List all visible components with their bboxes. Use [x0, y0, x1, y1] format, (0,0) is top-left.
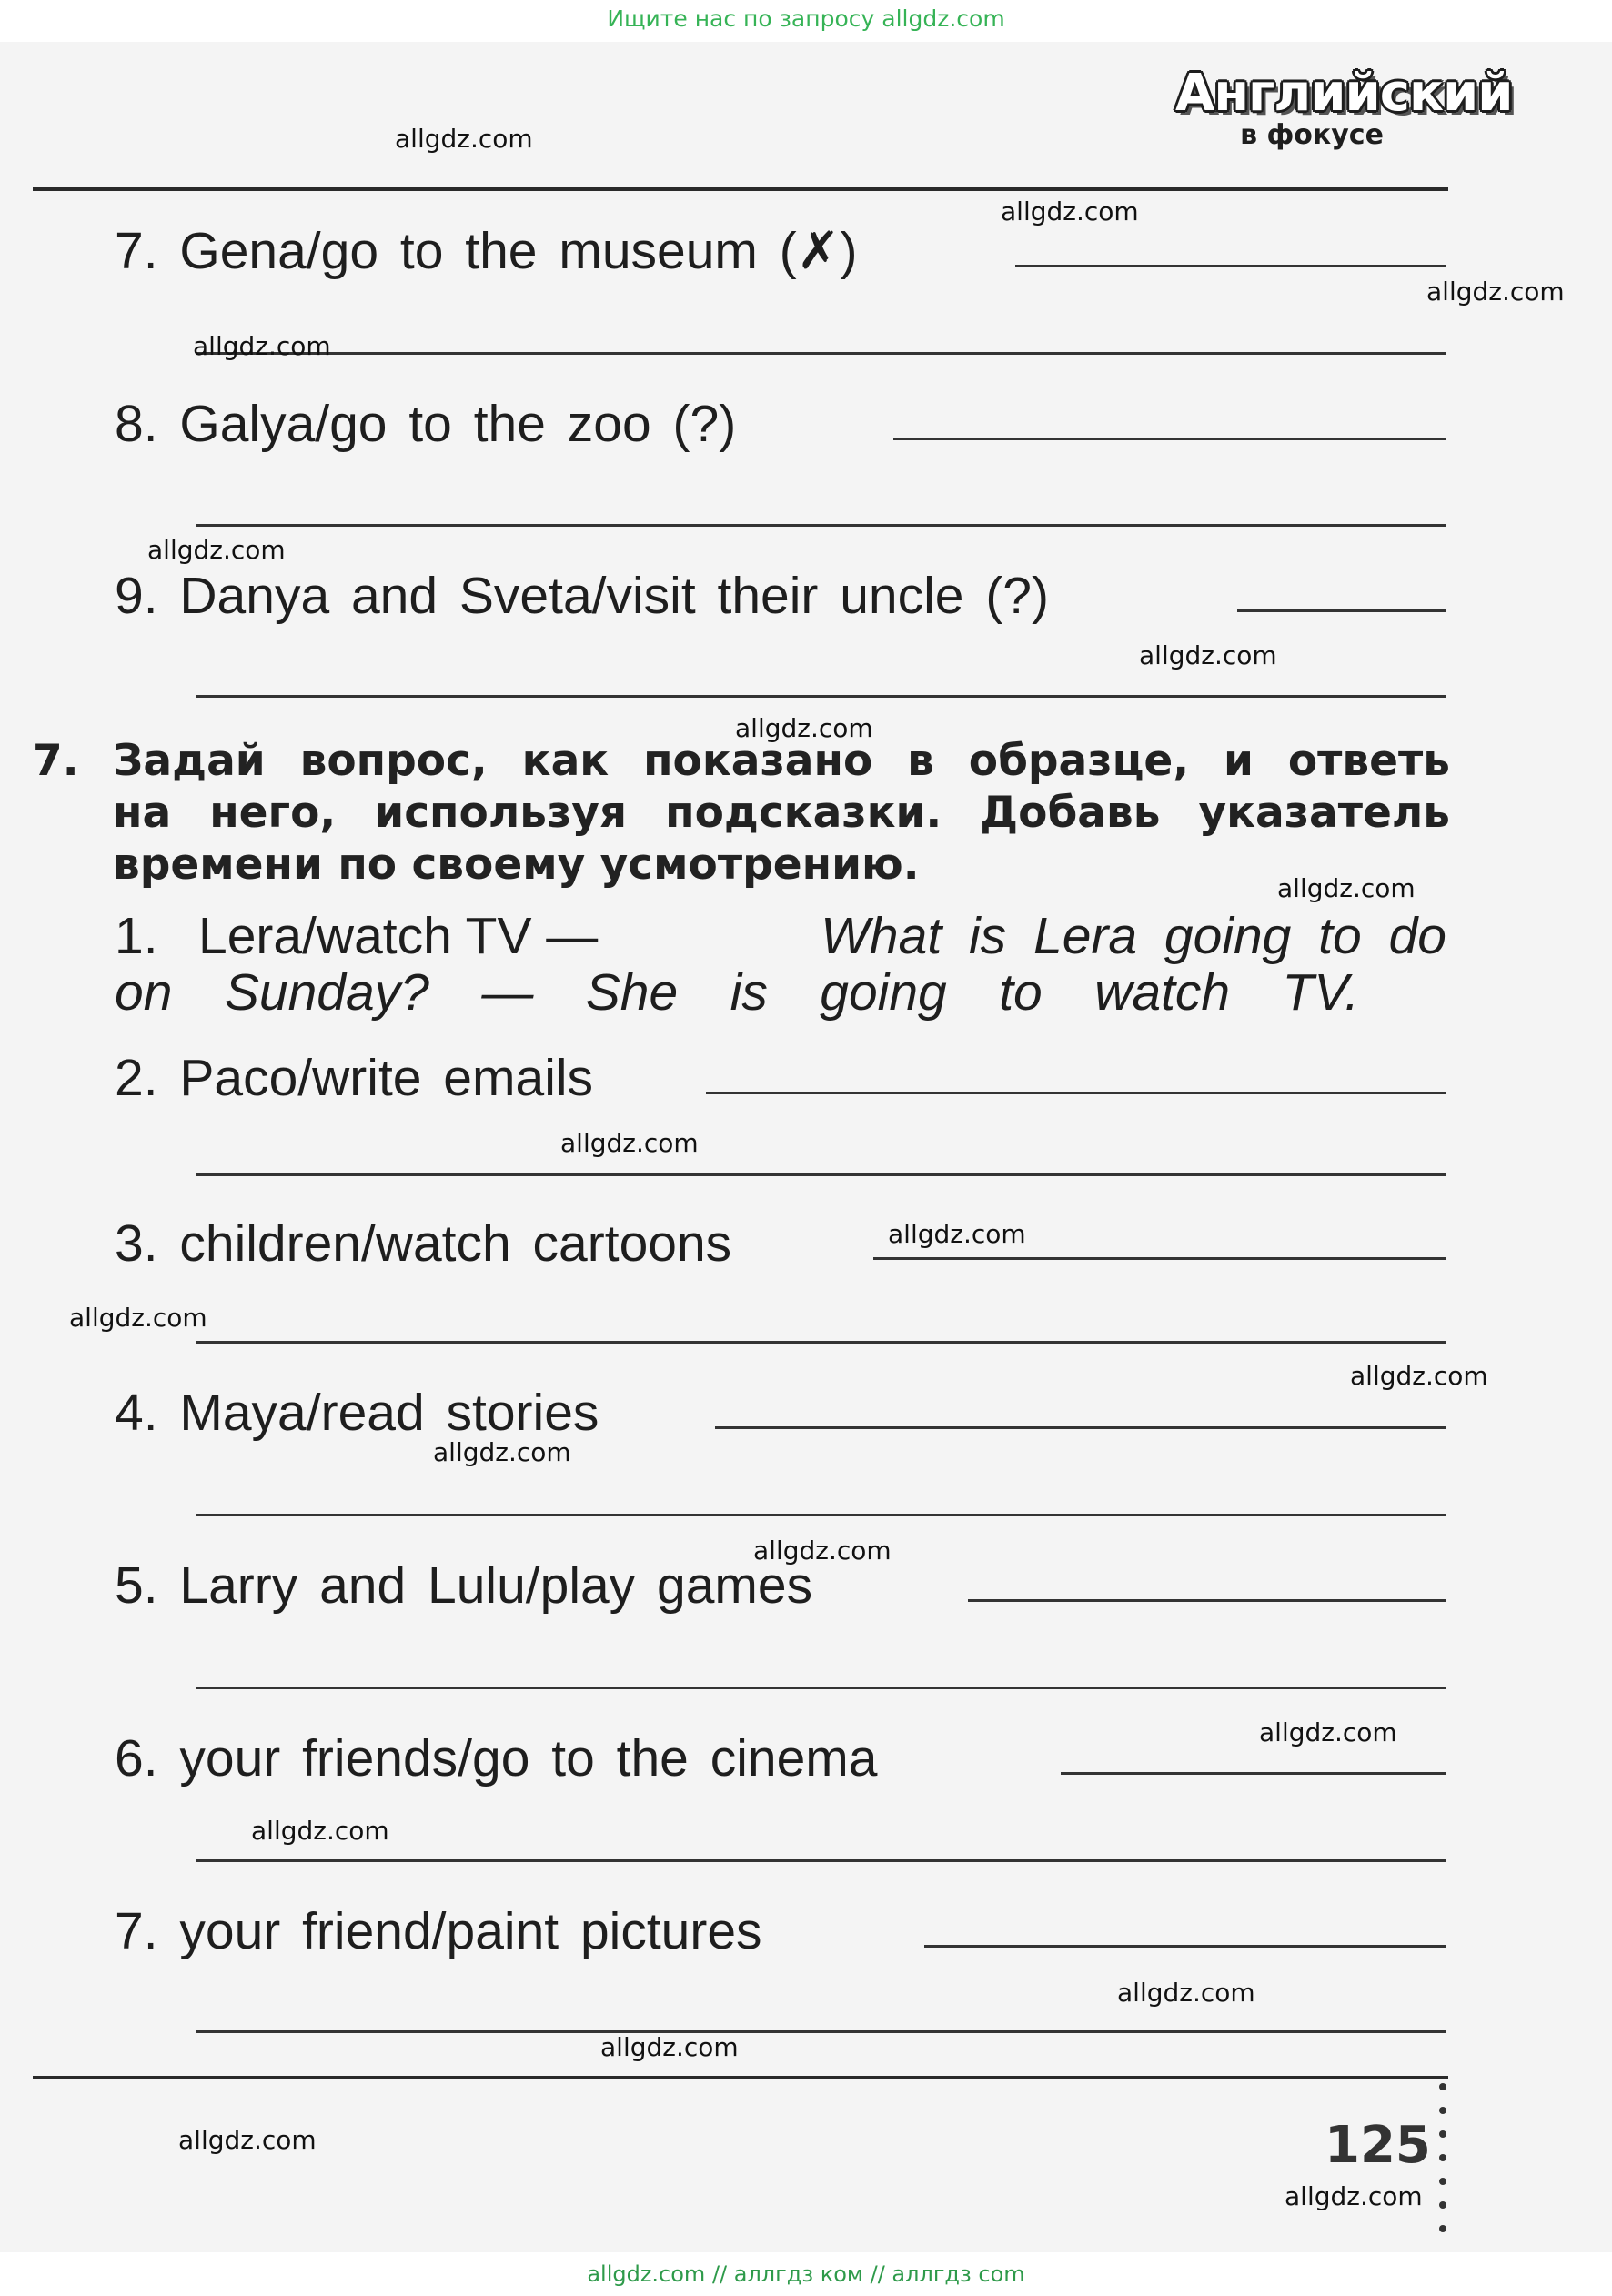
logo-subtitle: в фокусе [1240, 119, 1384, 151]
answer-line [196, 1687, 1446, 1689]
watermark: allgdz.com [147, 535, 286, 565]
watermark: allgdz.com [69, 1303, 207, 1333]
page-edge-dots [1439, 2083, 1450, 2252]
watermark: allgdz.com [193, 331, 331, 361]
watermark: allgdz.com [1117, 1978, 1255, 2008]
instruction-line: времени по своему усмотрению. [113, 840, 920, 890]
task-item-4: 4. Maya/read stories [115, 1384, 599, 1442]
answer-line [706, 1092, 1446, 1094]
top-banner-text: Ищите нас по запросу allgdz.com [607, 5, 1005, 32]
answer-line [924, 1945, 1446, 1948]
watermark: allgdz.com [1350, 1361, 1488, 1391]
task-item-6: 6. your friends/go to the cinema [115, 1729, 878, 1787]
task-item-5: 5. Larry and Lulu/play games [115, 1556, 813, 1615]
watermark: allgdz.com [251, 1816, 389, 1846]
answer-line [893, 438, 1446, 440]
watermark: allgdz.com [1259, 1717, 1397, 1747]
prev-item-7: 7. Gena/go to the museum (✗) [115, 222, 858, 280]
answer-line [715, 1426, 1446, 1429]
watermark: allgdz.com [395, 124, 533, 154]
watermark: allgdz.com [1426, 277, 1565, 307]
answer-line [196, 1859, 1446, 1862]
answer-line [1015, 265, 1446, 267]
page-number: 125 [1325, 2116, 1431, 2175]
watermark: allgdz.com [178, 2125, 317, 2155]
answer-line [196, 1341, 1446, 1344]
answer-line [196, 524, 1446, 527]
watermark: allgdz.com [753, 1536, 892, 1566]
watermark: allgdz.com [1285, 2181, 1423, 2211]
top-banner [0, 0, 1612, 42]
watermark: allgdz.com [1277, 873, 1416, 903]
watermark: allgdz.com [560, 1128, 699, 1158]
answer-line [196, 1514, 1446, 1516]
task-item-7: 7. your friend/paint pictures [115, 1902, 762, 1960]
sample-answer-part2: on Sunday? — She is going to watch TV. [115, 963, 1359, 1022]
watermark: allgdz.com [1001, 196, 1139, 227]
watermark: allgdz.com [1139, 640, 1277, 670]
sample-prompt: Lera/watch TV — [198, 907, 599, 965]
book-logo [1175, 64, 1513, 166]
answer-line [1237, 609, 1446, 612]
answer-line [196, 2030, 1446, 2033]
instruction-line: Задай вопрос, как показано в образце, и ответь [113, 736, 1450, 786]
answer-line [196, 1173, 1446, 1176]
answer-line [1061, 1772, 1446, 1775]
watermark: allgdz.com [433, 1437, 571, 1467]
answer-line [196, 352, 1446, 355]
task-number: 7. [33, 736, 79, 786]
sample-answer-part1: What is Lera going to do [821, 907, 1446, 965]
task-item-3: 3. children/watch cartoons [115, 1214, 732, 1273]
watermark: allgdz.com [735, 713, 873, 743]
prev-item-8: 8. Galya/go to the zoo (?) [115, 395, 737, 453]
answer-line [968, 1599, 1446, 1602]
answer-line [873, 1257, 1446, 1260]
answer-line [196, 695, 1446, 698]
bottom-banner-text: allgdz.com // аллгдз ком // аллгдз com [587, 2261, 1025, 2287]
top-rule [33, 187, 1448, 191]
instruction-line: на него, используя подсказки. Добавь указатель [113, 788, 1450, 838]
task-item-2: 2. Paco/write emails [115, 1049, 594, 1107]
prev-item-9: 9. Danya and Sveta/visit their uncle (?) [115, 567, 1049, 625]
watermark: allgdz.com [888, 1219, 1026, 1249]
bottom-banner [0, 2252, 1612, 2296]
logo-title: Английский [1175, 64, 1513, 123]
bottom-rule [33, 2076, 1448, 2079]
sample-number: 1. [115, 907, 158, 965]
watermark: allgdz.com [600, 2032, 739, 2062]
